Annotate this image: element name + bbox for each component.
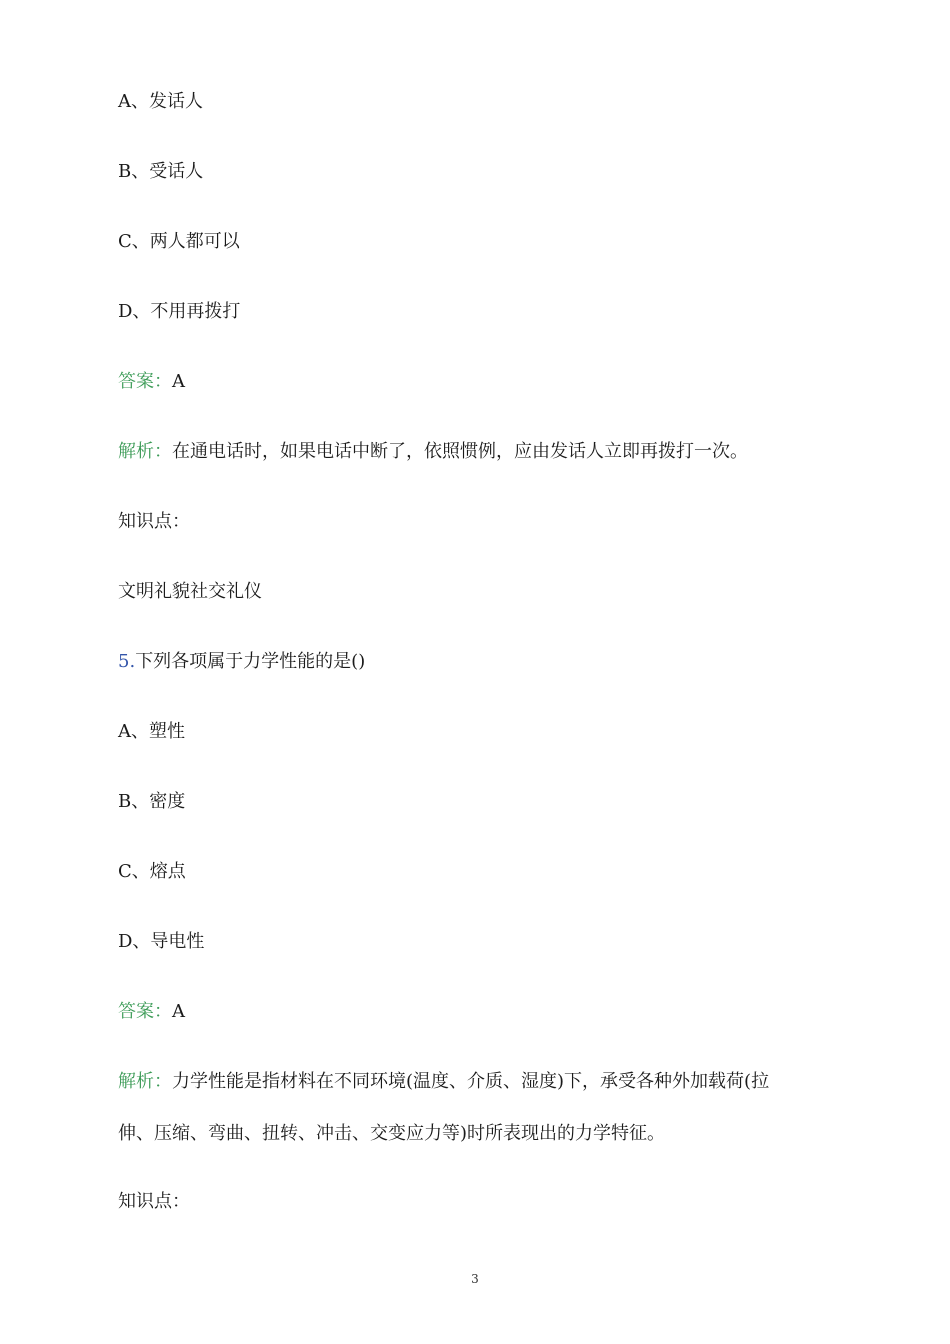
q4-analysis-label: 解析： [118, 441, 172, 462]
q4-analysis [118, 440, 748, 464]
q4-option-b: B、受话人 [118, 161, 204, 182]
q4-answer [118, 370, 185, 394]
q4-option-a: A、发话人 [118, 91, 203, 112]
q5-answer-label: 答案： [118, 1001, 172, 1022]
q5-analysis-line2: 伸、压缩、弯曲、扭转、冲击、交变应力等)时所表现出的力学特征。 [118, 1123, 666, 1144]
q5-question-text: 下列各项属于力学性能的是() [135, 651, 366, 672]
q5-analysis-line1: 力学性能是指材料在不同环境(温度、介质、湿度)下，承受各种外加载荷(拉 [172, 1071, 770, 1092]
q4-analysis-text: 在通电话时，如果电话中断了，依照惯例，应由发话人立即再拨打一次。 [172, 441, 748, 462]
q4-knowledge-value: 文明礼貌社交礼仪 [118, 581, 262, 602]
q4-answer-value: A [172, 371, 185, 392]
q5-question [118, 650, 365, 674]
q5-answer [118, 1000, 185, 1024]
q5-option-b: B、密度 [118, 791, 186, 812]
q5-option-a: A、塑性 [118, 721, 185, 742]
page-number: 3 [471, 1272, 479, 1286]
q4-answer-label: 答案： [118, 371, 172, 392]
q5-number: 5. [118, 651, 136, 672]
q5-analysis [118, 1070, 769, 1094]
q5-option-c: C、熔点 [118, 861, 186, 882]
q5-analysis-label: 解析： [118, 1071, 172, 1092]
q4-option-c: C、两人都可以 [118, 231, 240, 252]
q5-knowledge-label: 知识点： [118, 1191, 190, 1212]
q5-option-d: D、导电性 [118, 931, 205, 952]
q4-option-d: D、不用再拨打 [118, 301, 241, 322]
q5-answer-value: A [172, 1001, 185, 1022]
q4-knowledge-label: 知识点： [118, 511, 190, 532]
